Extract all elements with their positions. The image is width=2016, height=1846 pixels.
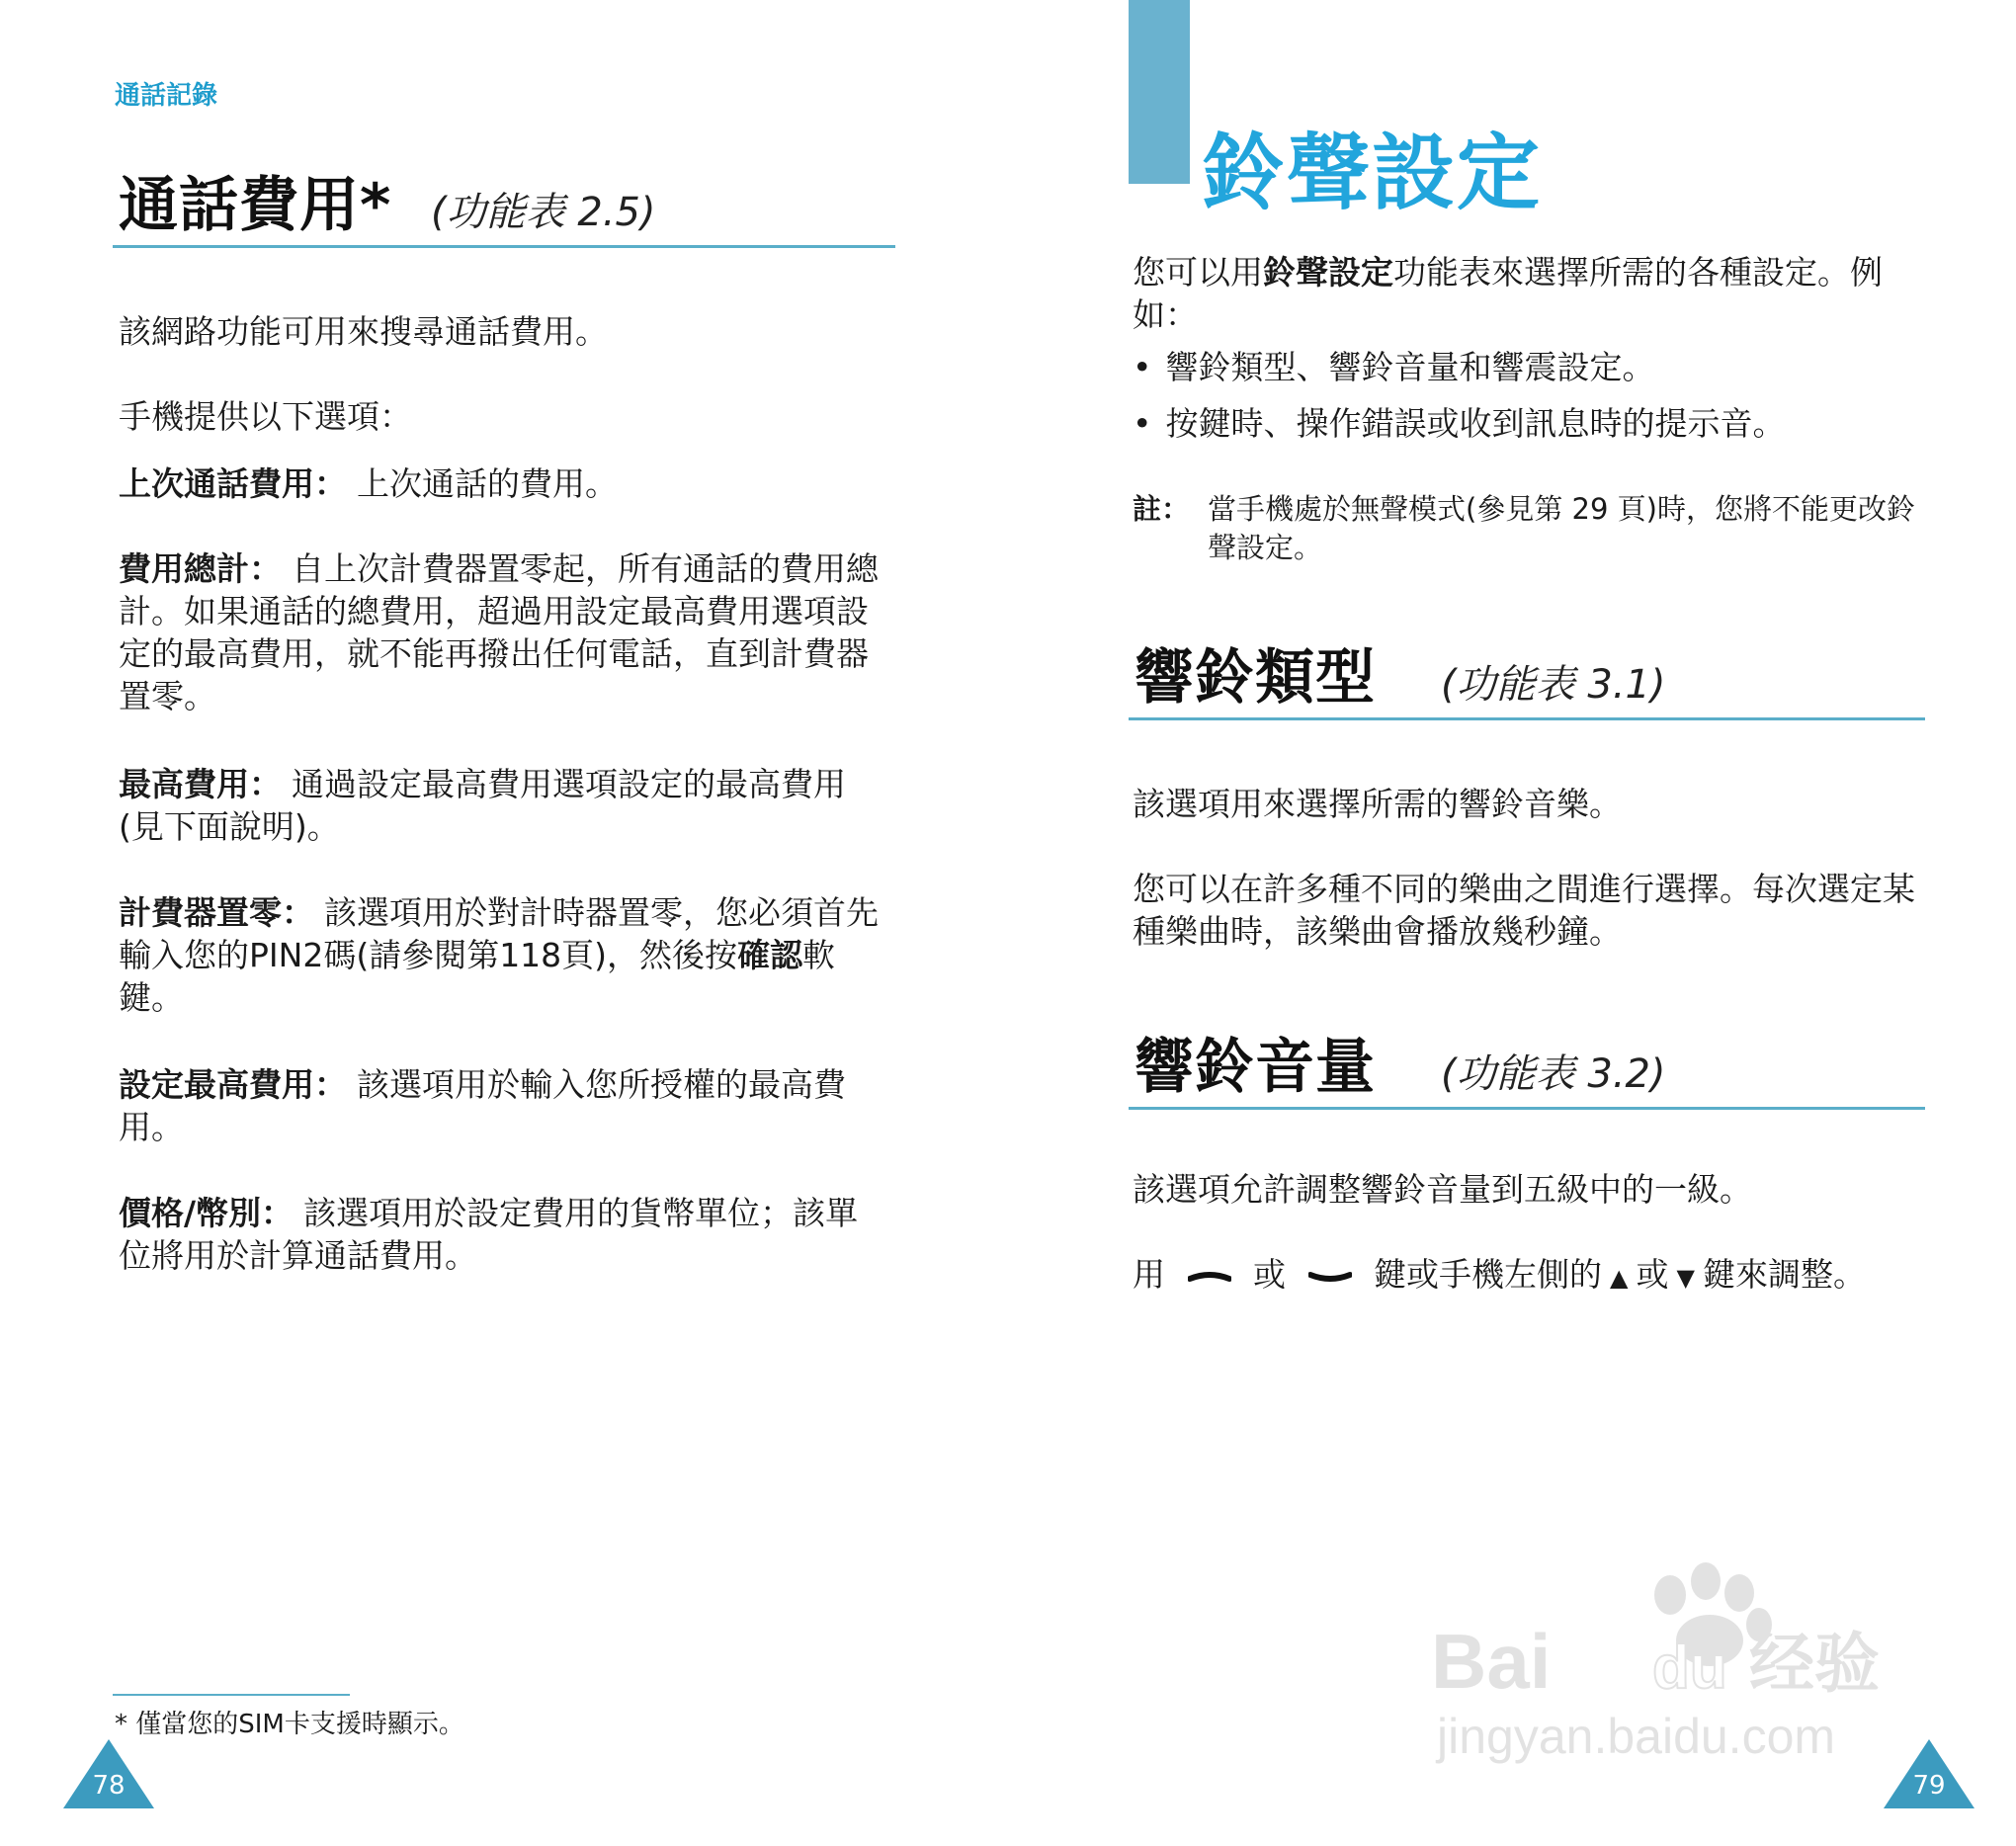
bullet-list (1133, 346, 1923, 459)
ring-tone-detail: 您可以在許多種不同的樂曲之間進行選擇。每次選定某種樂曲時，該樂曲會播放幾秒鐘。 (1133, 870, 1915, 951)
note-text: 當手機處於無聲模式(參見第 29 頁)時，您將不能更改鈴聲設定。 (1208, 492, 1915, 564)
chapter-title: 鈴聲設定 (1202, 125, 1543, 221)
volume-instruction (1133, 1253, 1943, 1300)
menu-reference: (功能表 2.5) (431, 190, 656, 235)
instruction-text: 用 (1133, 1255, 1165, 1294)
section-heading-ring-volume (1129, 1028, 1925, 1110)
instruction-text: 鍵或手機左側的 (1374, 1255, 1602, 1294)
option-label: 計費器置零： (119, 893, 314, 932)
up-arrow-icon: ▲ (1610, 1264, 1629, 1292)
menu-reference: (功能表 3.1) (1441, 662, 1666, 708)
option-desc: 上次通話的費用。 (357, 464, 618, 503)
volume-up-key-icon (1188, 1270, 1231, 1284)
option-set-max-cost (119, 1063, 889, 1148)
page-number: 79 (1912, 1771, 1946, 1801)
note-label: 註： (1133, 492, 1191, 526)
instruction-text: 鍵來調整。 (1702, 1255, 1866, 1294)
down-arrow-icon: ▼ (1676, 1264, 1695, 1292)
page-number-tab-left (63, 1739, 154, 1808)
option-label: 最高費用： (119, 765, 282, 803)
intro-text: 您可以用 (1133, 253, 1263, 292)
option-label: 上次通話費用： (119, 464, 347, 503)
confirm-softkey-label: 確認 (737, 936, 803, 974)
footnote: * 僅當您的SIM卡支援時顯示。 (115, 1710, 464, 1739)
menu-name-bold: 鈴聲設定 (1263, 253, 1393, 292)
option-desc: 該選項用於輸入您所授權的最高費用。 (119, 1065, 846, 1146)
section-heading-call-cost (113, 166, 895, 248)
svg-text:jingyan.baidu.com: jingyan.baidu.com (1437, 1709, 1836, 1764)
svg-text:du: du (1652, 1634, 1727, 1702)
option-price-currency (119, 1192, 889, 1277)
option-last-call-cost (119, 462, 889, 505)
running-header: 通話記錄 (115, 81, 218, 111)
options-intro: 手機提供以下選項： (119, 397, 412, 436)
note (1133, 490, 1923, 567)
section-title: 通話費用* (119, 171, 392, 240)
list-item: • 響鈴類型、響鈴音量和響震設定。 (1133, 346, 1923, 388)
option-desc: 通過設定最高費用選項設定的最高費用(見下面說明)。 (119, 765, 846, 846)
option-desc: 該選項用於設定費用的貨幣單位；該單位將用於計算通話費用。 (119, 1194, 859, 1275)
svg-text:Bai: Bai (1431, 1618, 1552, 1705)
intro-text-end: 功能表來選擇所需的各種設定。例如： (1133, 253, 1883, 334)
option-label: 設定最高費用： (119, 1065, 347, 1104)
option-label: 費用總計： (119, 549, 282, 588)
page-number: 78 (92, 1771, 126, 1801)
volume-down-key-icon (1308, 1270, 1352, 1284)
list-item: • 按鍵時、操作錯誤或收到訊息時的提示音。 (1133, 402, 1923, 445)
option-max-cost (119, 763, 889, 848)
option-label: 價格/幣別： (119, 1194, 294, 1232)
chapter-intro (1133, 251, 1923, 336)
instruction-text: 或 (1636, 1255, 1669, 1294)
section-heading-ring-tone (1129, 638, 1925, 720)
option-desc-end: 軟鍵。 (119, 936, 836, 1017)
ring-tone-desc: 該選項用來選擇所需的響鈴音樂。 (1133, 785, 1622, 823)
chapter-accent-bar (1129, 0, 1190, 184)
instruction-text: 或 (1253, 1255, 1286, 1294)
menu-reference: (功能表 3.2) (1441, 1051, 1666, 1097)
paw-logo-icon (1423, 1542, 1917, 1769)
option-desc: 自上次計費器置零起，所有通話的費用總計。如果通話的總費用，超過用設定最高費用選項設定的最高費用，就不能再撥出任何電話，直到計費器置零。 (119, 549, 879, 715)
svg-text:经验: 经验 (1749, 1626, 1880, 1702)
section-title: 響鈴音量 (1134, 1033, 1376, 1102)
option-desc: 該選項用於對計時器置零，您必須首先輸入您的PIN2碼(請參閱第118頁)，然後按 (119, 893, 879, 974)
option-reset-counter (119, 891, 889, 1019)
footnote-rule (113, 1694, 350, 1696)
ring-volume-desc: 該選項允許調整響鈴音量到五級中的一級。 (1133, 1170, 1752, 1209)
baidu-jingyan-watermark (1423, 1542, 1917, 1769)
section-title: 響鈴類型 (1134, 643, 1376, 713)
intro-text: 該網路功能可用來搜尋通話費用。 (119, 312, 608, 351)
option-total-cost (119, 547, 889, 717)
